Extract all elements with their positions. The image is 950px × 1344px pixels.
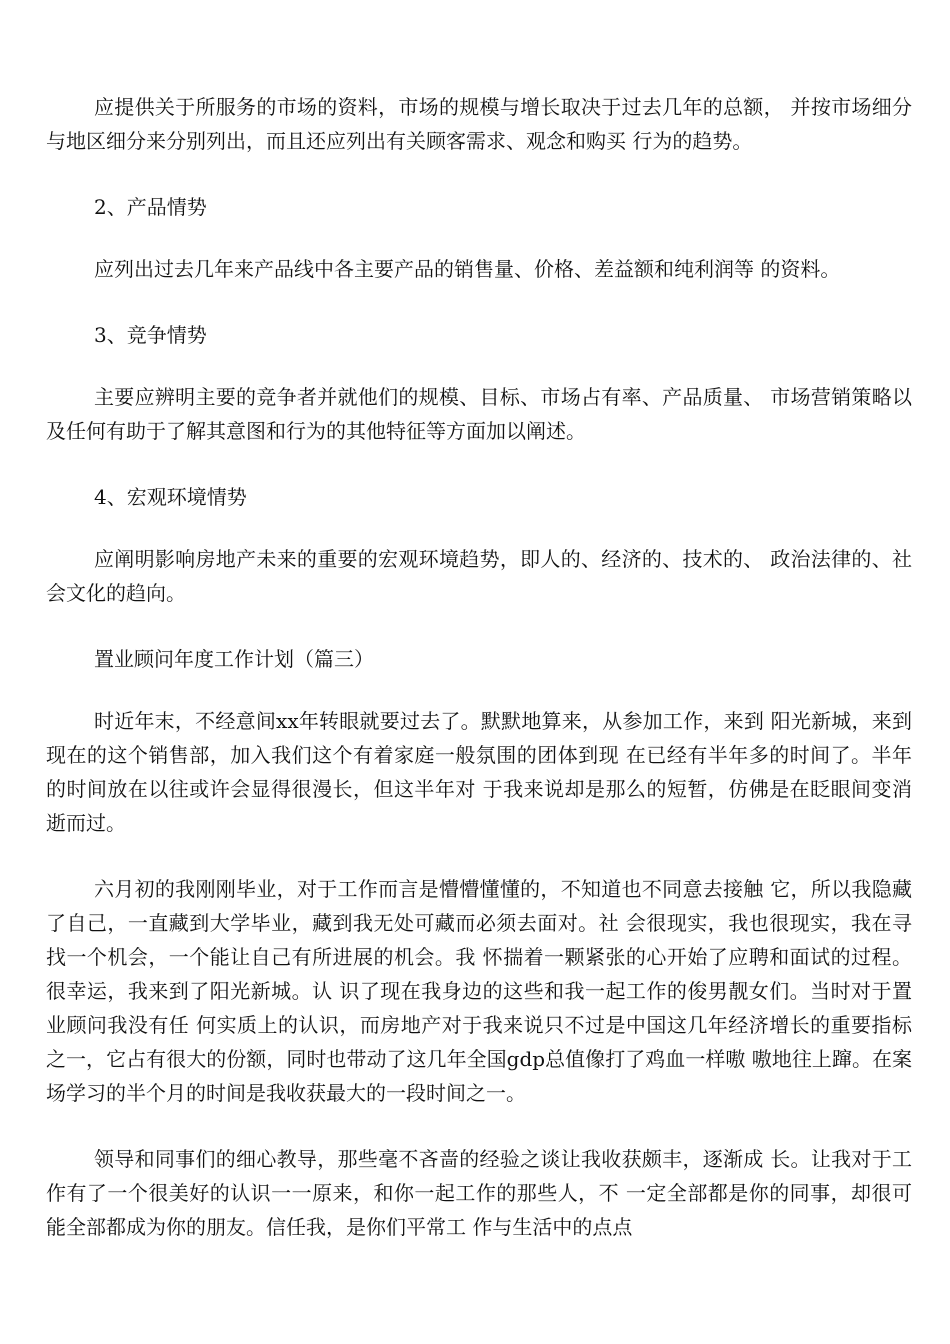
body-paragraph: 六月初的我刚刚毕业，对于工作而言是懵懵懂懂的，不知道也不同意去接触 它，所以我隐藏了自己，一直藏到大学毕业，藏到我无处可藏而必须去面对。社 会很现实，我也很现实，我在寻找一个机会，一个能让自己有所进展的机会。我 怀揣着一颗紧张的心开始了应聘和面试的过程。很幸运，我来到了阳光新城。认 识了现在我身边的这些和我一起工作的俊男靓女们。当时对于置业顾问我没有任 何实质上的认识，而房地产对于我来说只不过是中国这几年经济增长的重要指标 之一，它占有很大的份额，同时也带动了这几年全国gdp总值像打了鸡血一样嗷 嗷地往上蹿。在案场学习的半个月的时间是我收获最大的一段时间之一。: [46, 877, 912, 1105]
section-heading-competition: 3、竞争情势: [94, 323, 207, 347]
body-paragraph: 领导和同事们的细心教导，那些毫不吝啬的经验之谈让我收获颇丰，逐渐成 长。让我对于工作有了一个很美好的认识一一原来，和你一起工作的那些人，不 一定全部都是你的同事，却很可能全部都成为你的朋友。信任我，是你们平常工 作与生活中的点点: [46, 1147, 912, 1239]
document-title-part-three: 置业顾问年度工作计划（篇三）: [94, 647, 374, 671]
body-paragraph: 时近年末，不经意间xx年转眼就要过去了。默默地算来，从参加工作，来到 阳光新城，来到现在的这个销售部，加入我们这个有着家庭一般氛围的团体到现 在已经有半年多的时间了。半年的时间放在以往或许会显得很漫长，但这半年对 于我来说却是那么的短暂，仿佛是在眨眼间变消逝而过。: [46, 709, 912, 835]
body-paragraph: 应提供关于所服务的市场的资料，市场的规模与增长取决于过去几年的总额， 并按市场细分与地区细分来分别列出，而且还应列出有关顾客需求、观念和购买 行为的趋势。: [46, 95, 912, 153]
body-paragraph: 应列出过去几年来产品线中各主要产品的销售量、价格、差益额和纯利润等 的资料。: [94, 257, 841, 281]
document-page: [46, 90, 912, 1276]
section-heading-macro: 4、宏观环境情势: [94, 485, 247, 509]
body-paragraph: 应阐明影响房地产未来的重要的宏观环境趋势，即人的、经济的、技术的、 政治法律的、社会文化的趋向。: [46, 547, 912, 605]
body-paragraph: 主要应辨明主要的竞争者并就他们的规模、目标、市场占有率、产品质量、 市场营销策略以及任何有助于了解其意图和行为的其他特征等方面加以阐述。: [46, 385, 912, 443]
section-heading-product: 2、产品情势: [94, 195, 207, 219]
